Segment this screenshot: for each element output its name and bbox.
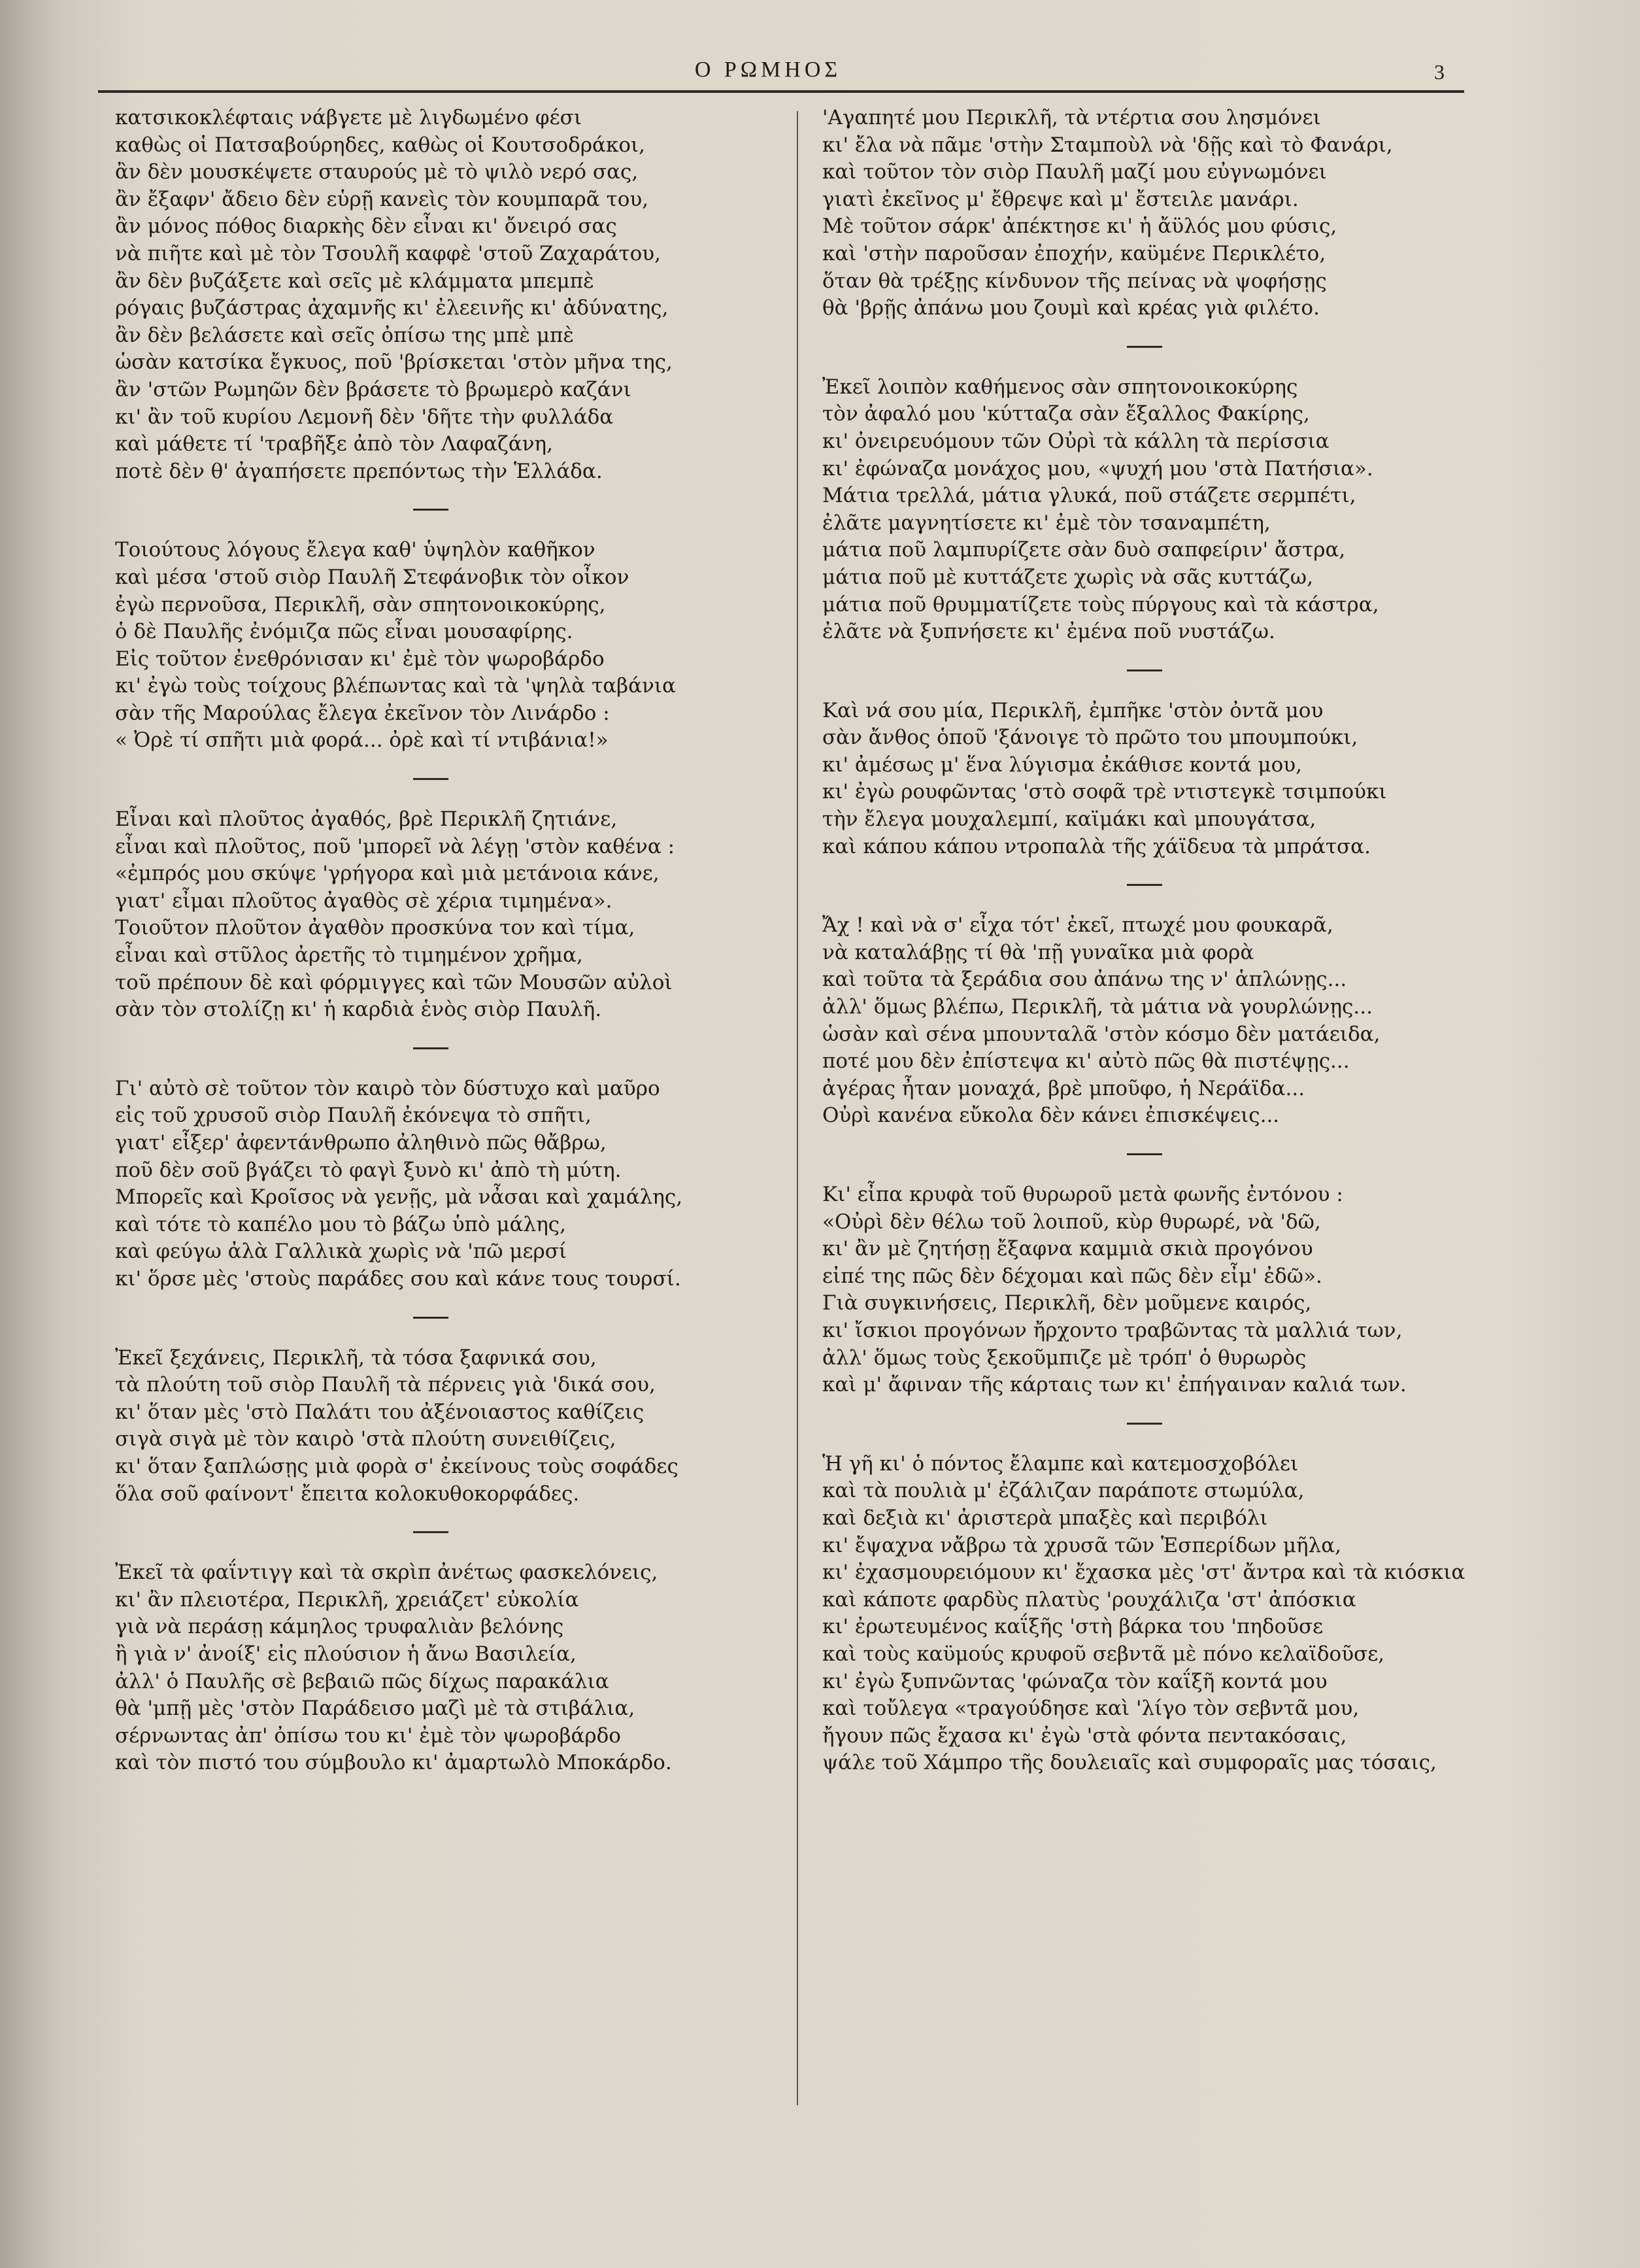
verse-line: τὴν ἔλεγα μουχαλεμπί, καϊμάκι καὶ μπουγάτσα,	[822, 807, 1316, 832]
verse-line: κι' ἂν πλειοτέρα, Περικλῆ, χρειάζετ' εὐκολία	[115, 1587, 579, 1612]
verse-line: καὶ δεξιὰ κι' ἀριστερὰ μπαξὲς καὶ περιβόλι	[822, 1506, 1268, 1530]
verse-line: κι' ὀνειρευόμουν τῶν Οὐρὶ τὰ κάλλη τὰ περίσσια	[822, 429, 1330, 453]
verse-line: ὅλα σοῦ φαίνοντ' ἔπειτα κολοκυθοκορφάδες.	[115, 1481, 580, 1506]
stanza	[822, 912, 1469, 1130]
verse-line: ἂν μόνος πόθος διαρκὴς δὲν εἶναι κι' ὄνειρό σας	[115, 214, 617, 239]
verse-line: 'Αγαπητέ μου Περικλῆ, τὰ ντέρτια σου λησμόνει	[822, 106, 1321, 129]
verse-line: Τοιοῦτον πλοῦτον ἀγαθὸν προσκύνα τον καὶ τίμα,	[115, 916, 635, 940]
stanza-separator	[1127, 346, 1162, 348]
verse-line: καὶ τότε τὸ καπέλο μου τὸ βάζω ὑπὸ μάλης,	[115, 1212, 566, 1236]
stanza-separator	[1127, 1153, 1162, 1155]
verse-line: Μὲ τοῦτον σάρκ' ἀπέκτησε κι' ἡ ἄϋλός μου φύσις,	[822, 214, 1337, 239]
stanza-separator	[413, 1047, 448, 1049]
verse-line: σὰν ἄνθος ὁποῦ 'ξάνοιγε τὸ πρῶτο του μπουμπούκι,	[822, 726, 1358, 750]
verse-line: ἐγὼ περνοῦσα, Περικλῆ, σὰν σπητονοικοκύρης,	[115, 592, 606, 617]
verse-line: ὁ δὲ Παυλῆς ἐνόμιζα πῶς εἶναι μουσαφίρης.	[115, 620, 573, 644]
verse-line: εἰς τοῦ χρυσοῦ σιὸρ Παυλῆ ἐκόνεψα τὸ σπῆτι,	[115, 1104, 592, 1128]
header-rule	[98, 90, 1464, 93]
verse-line: ἐλᾶτε νὰ ξυπνήσετε κι' ἐμένα ποῦ νυστάζω.	[822, 620, 1275, 644]
verse-line: καὶ κάποτε φαρδὺς πλατὺς 'ρουχάλιζα 'στ' ἀπόσκια	[822, 1587, 1356, 1612]
verse-line: κι' ἔψαχνα νἄβρω τὰ χρυσᾶ τῶν Ἑσπερίδων μῆλα,	[822, 1533, 1341, 1557]
verse-line: ἂν δὲν βελάσετε καὶ σεῖς ὀπίσω της μπὲ μπὲ	[115, 323, 574, 347]
verse-line: κι' ἀμέσως μ' ἕνα λύγισμα ἐκάθισε κοντά μου,	[822, 753, 1302, 777]
verse-line: νὰ πιῆτε καὶ μὲ τὸν Τσουλῆ καφφὲ 'στοῦ Ζαχαράτου,	[115, 241, 661, 265]
stanza	[822, 105, 1469, 322]
right-column	[822, 105, 1469, 1777]
verse-line: μάτια ποῦ θρυμματίζετε τοὺς πύργους καὶ τὰ κάστρα,	[822, 592, 1379, 617]
verse-line: ὡσὰν καὶ σένα μπουνταλᾶ 'στὸν κόσμο δὲν ματάειδα,	[822, 1022, 1381, 1046]
verse-line: ἀγέρας ἦταν μοναχά, βρὲ μποῦφο, ἡ Νεράϊδα...	[822, 1076, 1305, 1100]
verse-line: καθὼς οἱ Πατσαβούρηδες, καθὼς οἱ Κουτσοδράκοι,	[115, 133, 646, 157]
verse-line: γιατ' εἶξερ' ἀφεντάνθρωπο ἀληθινὸ πῶς θἄβρω,	[115, 1131, 607, 1155]
verse-line: ρόγαις βυζάστρας ἀχαμνῆς κι' ἐλεεινῆς κι' ἀδύνατης,	[115, 296, 669, 320]
verse-line: ἂν 'στῶν Ρωμηῶν δὲν βράσετε τὸ βρωμερὸ καζάνι	[115, 377, 631, 401]
stanza	[115, 1075, 775, 1293]
verse-line: κι' ὅταν ξαπλώσῃς μιὰ φορὰ σ' ἐκείνους τοὺς σοφάδες	[115, 1454, 678, 1478]
verse-line: καὶ τοὺς καϋμούς κρυφοῦ σεβντᾶ μὲ πόνο κελαϊδοῦσε,	[822, 1642, 1385, 1666]
verse-line: καὶ φεύγω ἀλὰ Γαλλικὰ χωρὶς νὰ 'πῶ μερσί	[115, 1240, 567, 1264]
verse-line: σιγὰ σιγὰ μὲ τὸν καιρὸ 'στὰ πλούτη συνειθίζεις,	[115, 1427, 616, 1451]
verse-line: μάτια ποῦ λαμπυρίζετε σὰν δυὸ σαπφείριν' ἄστρα,	[822, 538, 1346, 562]
verse-line: ἂν δὲν μουσκέψετε σταυρούς μὲ τὸ ψιλὸ νερό σας,	[115, 160, 639, 184]
verse-line: κι' ἐχασμουρειόμουν κι' ἔχασκα μὲς 'στ' ἄντρα καὶ τὰ κιόσκια	[822, 1561, 1465, 1585]
column-divider	[797, 111, 798, 2105]
stanza-separator	[413, 1531, 448, 1533]
verse-line: τὸν ἀφαλό μου 'κύτταζα σὰν ἔξαλλος Φακίρης,	[822, 402, 1310, 426]
verse-line: καὶ τὰ πουλιὰ μ' ἐζάλιζαν παράποτε στωμύλα,	[822, 1479, 1305, 1503]
verse-line: ψάλε τοῦ Χάμπρο τῆς δουλειαῖς καὶ συμφοραῖς μας τόσαις,	[822, 1751, 1437, 1775]
verse-line: ἀλλ' ὅμως βλέπω, Περικλῆ, τὰ μάτια νὰ γουρλώνῃς...	[822, 995, 1373, 1019]
verse-line: σέρνωντας ἀπ' ὀπίσω του κι' ἐμὲ τὸν ψωροβάρδο	[115, 1723, 621, 1748]
verse-line: κι' ὅταν μὲς 'στὸ Παλάτι του ἀξένοιαστος καθίζεις	[115, 1400, 644, 1424]
verse-line: ὅταν θὰ τρέξῃς κίνδυνον τῆς πείνας νὰ ψοφήσῃς	[822, 269, 1327, 293]
verse-line: ποτέ μου δὲν ἐπίστεψα κι' αὐτὸ πῶς θὰ πιστέψῃς...	[822, 1049, 1350, 1074]
verse-line: καὶ μάθετε τί 'τραβῆξε ἀπὸ τὸν Λαφαζάνη,	[115, 432, 553, 456]
stanza-separator	[413, 778, 448, 780]
verse-line: θὰ 'βρῇς ἀπάνω μου ζουμὶ καὶ κρέας γιὰ φιλέτο.	[822, 296, 1320, 320]
verse-line: εἰπέ της πῶς δὲν δέχομαι καὶ πῶς δὲν εἶμ' ἐδῶ».	[822, 1264, 1322, 1288]
verse-line: Καὶ νά σου μία, Περικλῆ, ἐμπῆκε 'στὸν ὀντᾶ μου	[822, 698, 1324, 722]
verse-line: Εἶναι καὶ πλοῦτος ἀγαθός, βρὲ Περικλῆ ζητιάνε,	[115, 807, 618, 832]
verse-line: ποτὲ δὲν θ' ἀγαπήσετε πρεπόντως τὴν Ἑλλάδα.	[115, 459, 603, 483]
verse-line: «Οὐρὶ δὲν θέλω τοῦ λοιποῦ, κὺρ θυρωρέ, νὰ 'δῶ,	[822, 1210, 1321, 1234]
verse-line: καὶ τοὔλεγα «τραγούδησε καὶ 'λίγο τὸν σεβντᾶ μου,	[822, 1697, 1360, 1721]
stanza	[822, 1451, 1469, 1777]
verse-line: καὶ τὸν πιστό του σύμβουλο κι' ἀμαρτωλὸ Μποκάρδο.	[115, 1751, 672, 1775]
verse-line: ὡσὰν κατσίκα ἔγκυος, ποῦ 'βρίσκεται 'στὸν μῆνα της,	[115, 350, 673, 375]
verse-line: Μπορεῖς καὶ Κροῖσος νὰ γενῇς, μὰ νἆσαι καὶ χαμάλης,	[115, 1185, 683, 1210]
verse-line: τοῦ πρέπουν δὲ καὶ φόρμιγγες καὶ τῶν Μουσῶν αὐλοὶ	[115, 970, 673, 994]
verse-line: θὰ 'μπῇ μὲς 'στὸν Παράδεισο μαζὶ μὲ τὰ στιβάλια,	[115, 1697, 635, 1721]
verse-line: κι' ἂν μὲ ζητήσῃ ἔξαφνα καμμιὰ σκιὰ προγόνου	[822, 1237, 1313, 1261]
verse-line: ἂν δὲν βυζάξετε καὶ σεῖς μὲ κλάμματα μπεμπὲ	[115, 269, 594, 293]
newspaper-title: Ο ΡΩΜΗΟΣ	[694, 58, 842, 82]
verse-line: σὰν τῆς Μαρούλας ἔλεγα ἐκεῖνον τὸν Λινάρδο :	[115, 701, 610, 725]
verse-line: Γιὰ συγκινήσεις, Περικλῆ, δὲν μοῦμενε καιρός,	[822, 1291, 1312, 1315]
verse-line: κι' ἐρωτευμένος καΐξῆς 'στὴ βάρκα του 'πηδοῦσε	[822, 1615, 1324, 1639]
verse-line: Γι' αὐτὸ σὲ τοῦτον τὸν καιρὸ τὸν δύστυχο καὶ μαῦρο	[115, 1076, 660, 1100]
verse-line: γιατὶ ἐκεῖνος μ' ἔθρεψε καὶ μ' ἔστειλε μανάρι.	[822, 187, 1299, 211]
verse-line: Οὐρὶ κανένα εὔκολα δὲν κάνει ἐπισκέψεις...	[822, 1104, 1280, 1128]
stanza-separator	[413, 509, 448, 511]
verse-line: μάτια ποῦ μὲ κυττάζετε χωρὶς νὰ σᾶς κυττάζω,	[822, 565, 1313, 589]
verse-line: κι' ἐγὼ ξυπνῶντας 'φώναζα τὸν καΐξῆ κοντά μου	[822, 1669, 1328, 1693]
stanza	[115, 806, 775, 1024]
verse-line: γιατ' εἶμαι πλοῦτος ἀγαθὸς σὲ χέρια τιμημένα».	[115, 889, 612, 913]
verse-line: κι' ἐγὼ ρουφῶντας 'στὸ σοφᾶ τρὲ ντιστεγκὲ τσιμπούκι	[822, 780, 1387, 804]
verse-line: ἤγουν πῶς ἔχασα κι' ἐγὼ 'στὰ φόντα πεντακόσαις,	[822, 1723, 1347, 1748]
verse-line: «ἐμπρός μου σκύψε 'γρήγορα καὶ μιὰ μετάνοια κάνε,	[115, 862, 660, 886]
stanza	[822, 698, 1469, 861]
verse-line: ἢ γιὰ ν' ἀνοίξ' εἰς πλούσιον ἡ ἄνω Βασιλεία,	[115, 1642, 577, 1666]
verse-line: καὶ 'στὴν παροῦσαν ἐποχήν, καϋμένε Περικλέτο,	[822, 241, 1326, 265]
stanza-separator	[413, 1317, 448, 1319]
verse-line: εἶναι καὶ στῦλος ἀρετῆς τὸ τιμημένον χρῆμα,	[115, 943, 583, 968]
stanza	[822, 1181, 1469, 1399]
verse-line: κι' ἔλα νὰ πᾶμε 'στὴν Σταμποὺλ νὰ 'δῇς καὶ τὸ Φανάρι,	[822, 133, 1393, 157]
verse-line: Ἐκεῖ ξεχάνεις, Περικλῆ, τὰ τόσα ξαφνικά σου,	[115, 1346, 597, 1370]
verse-line: καὶ τοῦτον τὸν σιὸρ Παυλῆ μαζί μου εὐγνωμόνει	[822, 160, 1327, 184]
verse-line: κι' ἐγὼ τοὺς τοίχους βλέπωντας καὶ τὰ 'ψηλὰ ταβάνια	[115, 674, 676, 698]
stanza-separator	[1127, 1423, 1162, 1425]
verse-line: ποῦ δὲν σοῦ βγάζει τὸ φαγὶ ξυνὸ κι' ἀπὸ τὴ μύτη.	[115, 1158, 622, 1182]
verse-line: Μάτια τρελλά, μάτια γλυκά, ποῦ στάζετε σερμπέτι,	[822, 484, 1356, 508]
verse-line: κατσικοκλέφταις νάβγετε μὲ λιγδωμένο φέσι	[115, 106, 582, 129]
verse-line: Κι' εἶπα κρυφὰ τοῦ θυρωροῦ μετὰ φωνῆς ἐντόνου :	[822, 1183, 1343, 1206]
verse-line: « Ὀρὲ τί σπῆτι μιὰ φορά... ὀρὲ καὶ τί ντιβάνια!»	[115, 728, 609, 753]
verse-line: καὶ μέσα 'στοῦ σιὸρ Παυλῆ Στεφάνοβικ τὸν οἶκον	[115, 565, 629, 589]
verse-line: ἂν ἔξαφν' ἄδειο δὲν εὑρῇ κανεὶς τὸν κουμπαρᾶ του,	[115, 187, 649, 211]
verse-line: κι' ὅρσε μὲς 'στοὺς παράδες σου καὶ κάνε τους τουρσί.	[115, 1266, 681, 1291]
verse-line: ἀλλ' ὅμως τοὺς ξεκοῦμπιζε μὲ τρόπ' ὁ θυρωρὸς	[822, 1346, 1307, 1370]
verse-line: κι' ἂν τοῦ κυρίου Λεμονῆ δὲν 'δῆτε τὴν φυλλάδα	[115, 405, 614, 429]
verse-line: ἐλᾶτε μαγνητίσετε κι' ἐμὲ τὸν τσαναμπέτη,	[822, 511, 1271, 535]
stanza	[115, 1559, 775, 1777]
page-number: 3	[1434, 60, 1445, 84]
verse-line: Ἄχ ! καὶ νὰ σ' εἶχα τότ' ἐκεῖ, πτωχέ μου φουκαρᾶ,	[822, 913, 1333, 938]
verse-line: κι' ἐφώναζα μονάχος μου, «ψυχή μου 'στὰ Πατήσια».	[822, 456, 1373, 481]
verse-line: εἶναι καὶ πλοῦτος, ποῦ 'μπορεῖ νὰ λέγῃ 'στὸν καθένα :	[115, 834, 675, 858]
verse-line: ἀλλ' ὁ Παυλῆς σὲ βεβαιῶ πῶς δίχως παρακάλια	[115, 1669, 609, 1693]
verse-line: νὰ καταλάβῃς τί θὰ 'πῇ γυναῖκα μιὰ φορὰ	[822, 940, 1254, 964]
verse-line: καὶ τοῦτα τὰ ξεράδια σου ἀπάνω της ν' ἁπλώνῃς...	[822, 968, 1347, 992]
verse-line: Τοιούτους λόγους ἔλεγα καθ' ὑψηλὸν καθῆκον	[115, 538, 595, 562]
verse-line: κι' ἴσκιοι προγόνων ἤρχοντο τραβῶντας τὰ μαλλιά των,	[822, 1318, 1403, 1342]
verse-line: καὶ μ' ἄφιναν τῆς κάρταις των κι' ἐπήγαιναν καλιά των.	[822, 1373, 1407, 1397]
verse-line: σὰν τὸν στολίζῃ κι' ἡ καρδιὰ ἑνὸς σιὸρ Παυλῆ.	[115, 998, 602, 1022]
verse-line: Ἐκεῖ λοιπὸν καθήμενος σὰν σπητονοικοκύρης	[822, 375, 1298, 399]
stanza-separator	[1127, 669, 1162, 671]
left-column	[115, 105, 775, 1777]
stanza	[115, 1345, 775, 1508]
stanza-separator	[1127, 884, 1162, 886]
verse-line: τὰ πλούτη τοῦ σιὸρ Παυλῆ τὰ πέρνεις γιὰ 'δικά σου,	[115, 1373, 656, 1397]
verse-line: Ἐκεῖ τὰ φαΐντιγγ καὶ τὰ σκρὶπ ἀνέτως φασκελόνεις,	[115, 1561, 658, 1585]
verse-line: γιὰ νὰ περάσῃ κάμηλος τρυφαλιὰν βελόνης	[115, 1615, 564, 1639]
verse-line: καὶ κάπου κάπου ντροπαλὰ τῆς χάϊδευα τὰ μπράτσα.	[822, 834, 1371, 858]
stanza	[115, 105, 775, 485]
stanza	[822, 374, 1469, 646]
verse-line: Ἡ γῆ κι' ὁ πόντος ἔλαμπε καὶ κατεμοσχοβόλει	[822, 1451, 1299, 1476]
stanza	[115, 537, 775, 754]
verse-line: Εἰς τοῦτον ἐνεθρόνισαν κι' ἐμὲ τὸν ψωροβάρδο	[115, 647, 605, 671]
